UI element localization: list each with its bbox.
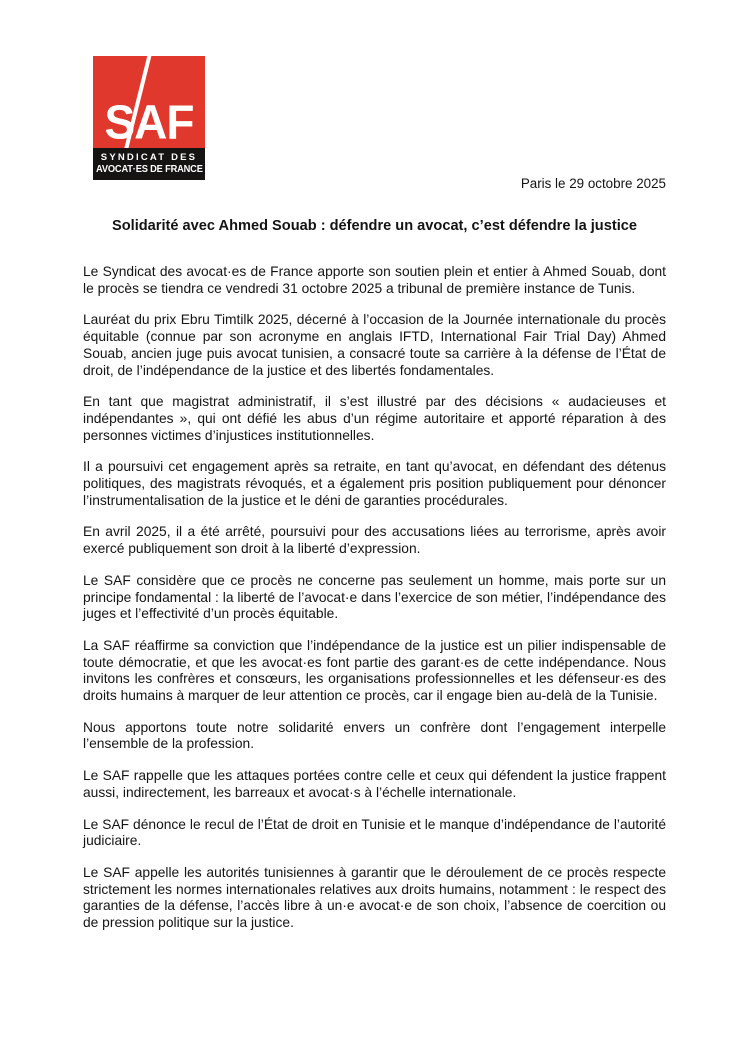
dateline: Paris le 29 octobre 2025 (520, 176, 666, 191)
logo-org-banner (93, 148, 205, 180)
paragraph-engagement: Il a poursuivi cet engagement après sa retraite, en tant qu’avocat, en défendant des détenus politiques, des magistrats révoqués, et a également pris position publiquement pour dénoncer l’instrumentalisation de la justice et le déni de garanties procédurales. (83, 459, 666, 508)
paragraph-arrestation: En avril 2025, il a été arrêté, poursuivi pour des accusations liées au terrorisme, après avoir exercé publiquement son droit à la liberté d’expression. (83, 524, 666, 557)
logo-acronym: SAF (104, 94, 194, 148)
paragraph-magistrat: En tant que magistrat administratif, il s’est illustré par des décisions « audacieuses et indépendantes », qui ont défié les abus d’un régime autoritaire et apporté réparation à des personnes victimes d’injustices institutionnelles. (83, 394, 666, 443)
logo-org-line1: SYNDICAT DES (100, 151, 198, 163)
paragraph-saf-rappelle: Le SAF rappelle que les attaques portées contre celle et ceux qui défendent la justice frappent aussi, indirectement, les barreaux et avocat·s à l’échelle internationale. (83, 768, 666, 800)
paragraph-saf-denonce: Le SAF dénonce le recul de l’État de droit en Tunisie et le manque d’indépendance de l’autorité judiciaire. (83, 816, 666, 849)
paragraph-saf-considere: Le SAF considère que ce procès ne concerne pas seulement un homme, mais porte sur un principe fondamental : la liberté de l’avocat·e dans l’exercice de son métier, l’indépendance des juges et l’effectivité d’un procès équitable. (83, 572, 666, 622)
paragraph-saf-reaffirme: La SAF réaffirme sa conviction que l’indépendance de la justice est un pilier indispensable de toute démocratie, et que les avocat·es font partie des garant·es de cette indépendance. Nous invitons les confrères et consœurs, les organisations professionnelles et les défenseur·es des droits humains à marquer de leur attention ce procès, car il engage bien au-delà de la Tunisie. (83, 637, 666, 704)
document-body (83, 264, 666, 932)
paragraph-solidarite: Nous apportons toute notre solidarité envers un confrère dont l’engagement interpelle l’ensemble de la profession. (83, 719, 666, 752)
paragraph-intro: Le Syndicat des avocat·es de France apporte son soutien plein et entier à Ahmed Souab, dont le procès se tiendra ce vendredi 31 octobre 2025 a tribunal de première instance de Tunis. (83, 264, 666, 296)
document-title: Solidarité avec Ahmed Souab : défendre un avocat, c’est défendre la justice (112, 218, 637, 234)
page-content (83, 56, 666, 932)
saf-logo (93, 56, 205, 180)
paragraph-laureat: Lauréat du prix Ebru Timtilk 2025, décerné à l’occasion de la Journée internationale du procès équitable (connue par son acronyme en anglais IFTD, International Fair Trial Day) Ahmed Souab, ancien juge puis avocat tunisien, a consacré toute sa carrière à la défense de l’État de droit, de l’indépendance de la justice et des libertés fondamentales. (83, 312, 666, 378)
saf-logo-mark (93, 56, 205, 148)
logo-org-line2: AVOCAT·ES DE FRANCE (95, 164, 203, 176)
paragraph-saf-appelle: Le SAF appelle les autorités tunisiennes à garantir que le déroulement de ce procès respecte strictement les normes internationales relatives aux droits humains, notamment : le respect des garanties de la défense, l’accès libre à un·e avocat·e de son choix, l’absence de coercition ou de pression politique sur la justice. (83, 864, 666, 931)
